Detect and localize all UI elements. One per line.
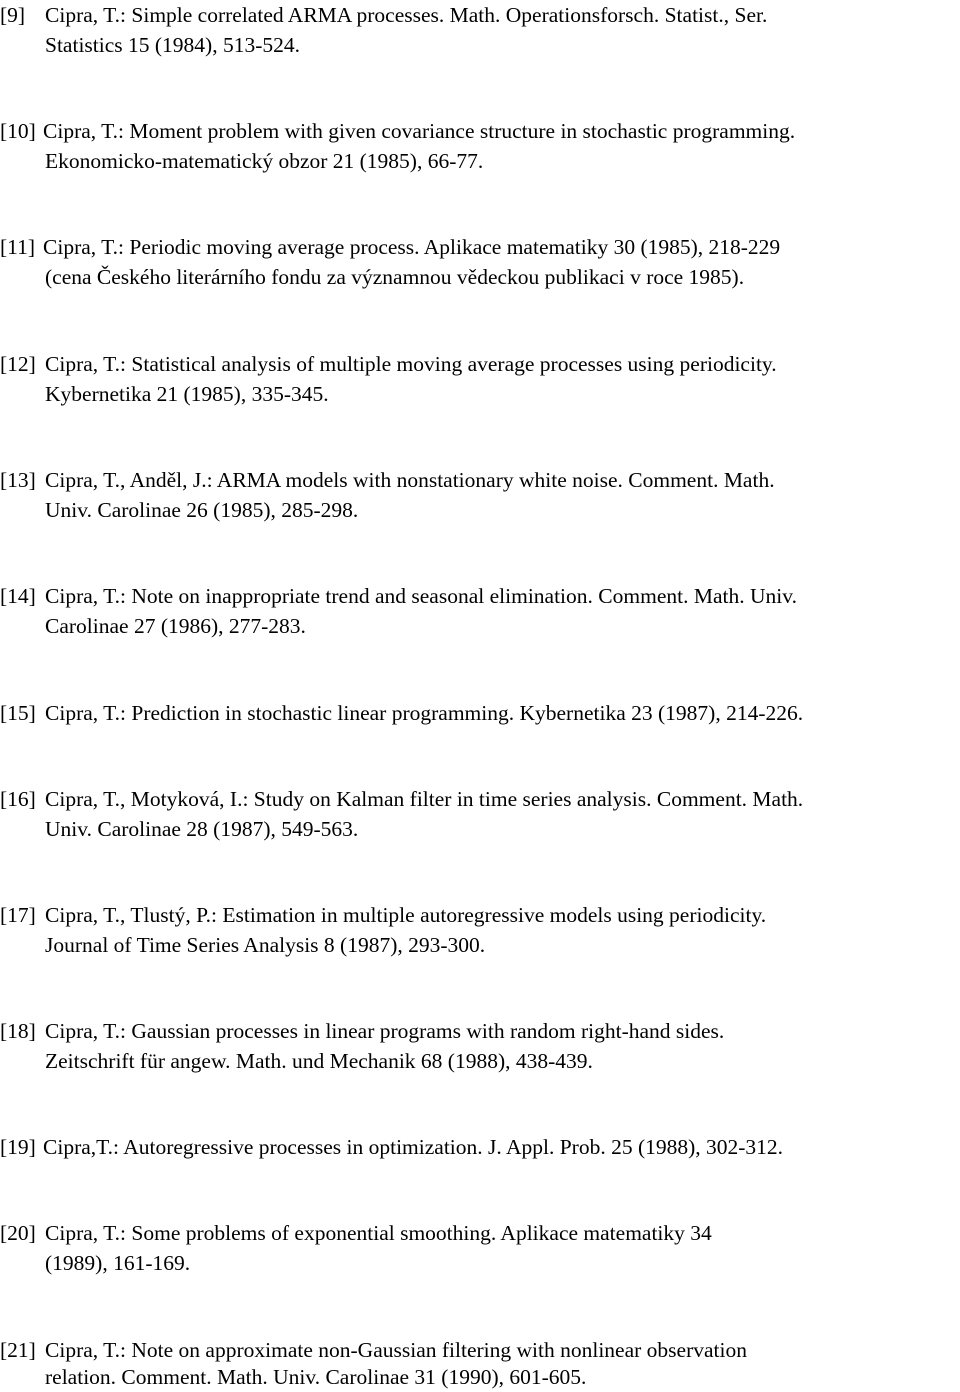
reference-number: [13] bbox=[0, 468, 36, 492]
reference-number: [16] bbox=[0, 787, 36, 811]
reference-text-line: Univ. Carolinae 26 (1985), 285-298. bbox=[45, 498, 359, 522]
reference-text-line: (1989), 161-169. bbox=[45, 1251, 191, 1275]
reference-text-line: Univ. Carolinae 28 (1987), 549-563. bbox=[45, 817, 359, 841]
reference-text-line: Cipra, T., Anděl, J.: ARMA models with nonstationary white noise. Comment. Math. bbox=[45, 468, 775, 492]
reference-text-line: Cipra, T., Tlustý, P.: Estimation in multiple autoregressive models using periodicity. bbox=[45, 903, 767, 927]
reference-number: [18] bbox=[0, 1019, 36, 1043]
reference-number: [14] bbox=[0, 584, 36, 608]
reference-text-line: Carolinae 27 (1986), 277-283. bbox=[45, 614, 306, 638]
reference-text-line: Cipra, T.: Statistical analysis of multiple moving average processes using periodicity. bbox=[45, 352, 777, 376]
reference-text-line: Cipra, T.: Prediction in stochastic linear programming. Kybernetika 23 (1987), 214-226. bbox=[45, 701, 804, 725]
reference-text-line: Cipra, T.: Simple correlated ARMA processes. Math. Operationsforsch. Statist., Ser. bbox=[45, 3, 768, 27]
reference-number: [15] bbox=[0, 701, 36, 725]
reference-number: [20] bbox=[0, 1221, 36, 1245]
reference-number: [21] bbox=[0, 1338, 36, 1362]
reference-text-line: Cipra, T.: Moment problem with given covariance structure in stochastic programming. bbox=[43, 119, 796, 143]
reference-number: [17] bbox=[0, 903, 36, 927]
reference-text-line: Cipra, T.: Note on approximate non-Gaussian filtering with nonlinear observation bbox=[45, 1338, 747, 1362]
reference-text-line: Cipra, T.: Gaussian processes in linear programs with random right-hand sides. bbox=[45, 1019, 725, 1043]
reference-number: [11] bbox=[0, 235, 36, 259]
reference-text-line: Cipra, T., Motyková, I.: Study on Kalman filter in time series analysis. Comment. Math. bbox=[45, 787, 804, 811]
reference-text-line: Cipra, T.: Periodic moving average process. Aplikace matematiky 30 (1985), 218-229 bbox=[43, 235, 781, 259]
reference-text-line: Ekonomicko-matematický obzor 21 (1985), 66-77. bbox=[45, 149, 484, 173]
reference-text-line: (cena Českého literárního fondu za významnou vědeckou publikaci v roce 1985). bbox=[45, 265, 745, 289]
reference-number: [10] bbox=[0, 119, 36, 143]
reference-number: [12] bbox=[0, 352, 36, 376]
reference-number: [9] bbox=[0, 3, 26, 27]
reference-text-line: Cipra,T.: Autoregressive processes in optimization. J. Appl. Prob. 25 (1988), 302-312. bbox=[43, 1135, 784, 1159]
reference-text-line: Zeitschrift für angew. Math. und Mechanik 68 (1988), 438-439. bbox=[45, 1049, 593, 1073]
reference-text-line: Cipra, T.: Some problems of exponential smoothing. Aplikace matematiky 34 bbox=[45, 1221, 712, 1245]
reference-text-line: Statistics 15 (1984), 513-524. bbox=[45, 33, 300, 57]
reference-text-line: relation. Comment. Math. Univ. Carolinae 31 (1990), 601-605. bbox=[45, 1365, 587, 1389]
reference-text-line: Journal of Time Series Analysis 8 (1987), 293-300. bbox=[45, 933, 486, 957]
reference-text-line: Kybernetika 21 (1985), 335-345. bbox=[45, 382, 329, 406]
reference-text-line: Cipra, T.: Note on inappropriate trend and seasonal elimination. Comment. Math. Univ. bbox=[45, 584, 797, 608]
reference-number: [19] bbox=[0, 1135, 36, 1159]
